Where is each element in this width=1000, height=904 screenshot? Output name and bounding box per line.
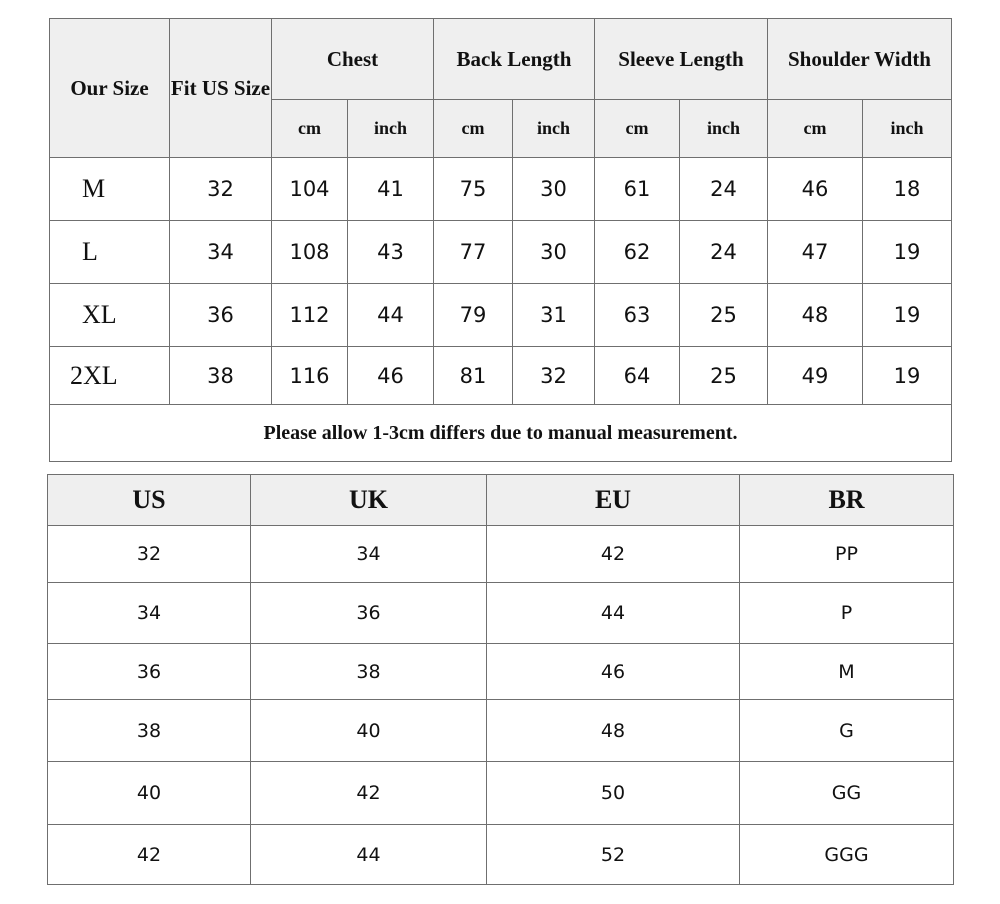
us-value: 40 (48, 762, 251, 825)
size-label: 2XL (50, 347, 170, 405)
size-label: XL (50, 284, 170, 347)
conversion-row (48, 762, 954, 825)
sleeve-cm-value: 64 (595, 347, 680, 405)
back-cm-value: 75 (434, 158, 513, 221)
back-inch-value: 30 (513, 158, 595, 221)
unit-chest-inch: inch (348, 100, 434, 158)
unit-sleeve-cm: cm (595, 100, 680, 158)
chest-inch-value: 41 (348, 158, 434, 221)
br-value: PP (740, 526, 954, 583)
eu-value: 48 (487, 700, 740, 762)
measurement-note-row (50, 405, 952, 462)
conversion-row (48, 700, 954, 762)
us-value: 34 (48, 583, 251, 644)
size-measurement-table (49, 18, 952, 462)
conversion-row (48, 583, 954, 644)
header-uk: UK (251, 475, 487, 526)
eu-value: 52 (487, 825, 740, 885)
us-value: 32 (48, 526, 251, 583)
shoulder-inch-value: 19 (863, 284, 952, 347)
conversion-row (48, 644, 954, 700)
measurement-row-m (50, 158, 952, 221)
size-conversion-table (47, 474, 954, 885)
eu-value: 44 (487, 583, 740, 644)
fit-us-value: 34 (170, 221, 272, 284)
uk-value: 40 (251, 700, 487, 762)
conversion-row (48, 526, 954, 583)
unit-sleeve-inch: inch (680, 100, 768, 158)
back-cm-value: 79 (434, 284, 513, 347)
us-value: 36 (48, 644, 251, 700)
sleeve-inch-value: 25 (680, 347, 768, 405)
br-value: P (740, 583, 954, 644)
shoulder-cm-value: 49 (768, 347, 863, 405)
chest-inch-value: 46 (348, 347, 434, 405)
fit-us-value: 36 (170, 284, 272, 347)
unit-back-inch: inch (513, 100, 595, 158)
unit-back-cm: cm (434, 100, 513, 158)
br-value: M (740, 644, 954, 700)
uk-value: 36 (251, 583, 487, 644)
measurement-row-l (50, 221, 952, 284)
conversion-row (48, 825, 954, 885)
shoulder-cm-value: 47 (768, 221, 863, 284)
shoulder-inch-value: 19 (863, 347, 952, 405)
sleeve-cm-value: 62 (595, 221, 680, 284)
header-br: BR (740, 475, 954, 526)
uk-value: 44 (251, 825, 487, 885)
chest-cm-value: 112 (272, 284, 348, 347)
size-label: L (50, 221, 170, 284)
br-value: GGG (740, 825, 954, 885)
back-inch-value: 31 (513, 284, 595, 347)
eu-value: 42 (487, 526, 740, 583)
unit-shoulder-inch: inch (863, 100, 952, 158)
measurement-header-row (50, 19, 952, 100)
shoulder-inch-value: 18 (863, 158, 952, 221)
chest-cm-value: 104 (272, 158, 348, 221)
fit-us-value: 32 (170, 158, 272, 221)
header-back-length: Back Length (434, 19, 595, 100)
unit-chest-cm: cm (272, 100, 348, 158)
br-value: G (740, 700, 954, 762)
measurement-row-2xl (50, 347, 952, 405)
sleeve-inch-value: 25 (680, 284, 768, 347)
uk-value: 38 (251, 644, 487, 700)
eu-value: 46 (487, 644, 740, 700)
shoulder-inch-value: 19 (863, 221, 952, 284)
shoulder-cm-value: 48 (768, 284, 863, 347)
back-cm-value: 81 (434, 347, 513, 405)
measurement-row-xl (50, 284, 952, 347)
sleeve-cm-value: 61 (595, 158, 680, 221)
measurement-note: Please allow 1-3cm differs due to manual measurement. (50, 405, 952, 462)
size-label: M (50, 158, 170, 221)
header-sleeve-length: Sleeve Length (595, 19, 768, 100)
header-fit-us-size: Fit US Size (170, 19, 272, 158)
chest-inch-value: 44 (348, 284, 434, 347)
br-value: GG (740, 762, 954, 825)
fit-us-value: 38 (170, 347, 272, 405)
us-value: 38 (48, 700, 251, 762)
header-eu: EU (487, 475, 740, 526)
chest-inch-value: 43 (348, 221, 434, 284)
header-shoulder-width: Shoulder Width (768, 19, 952, 100)
eu-value: 50 (487, 762, 740, 825)
uk-value: 42 (251, 762, 487, 825)
header-us: US (48, 475, 251, 526)
back-inch-value: 30 (513, 221, 595, 284)
sleeve-cm-value: 63 (595, 284, 680, 347)
shoulder-cm-value: 46 (768, 158, 863, 221)
conversion-header-row (48, 475, 954, 526)
us-value: 42 (48, 825, 251, 885)
header-chest: Chest (272, 19, 434, 100)
uk-value: 34 (251, 526, 487, 583)
chest-cm-value: 116 (272, 347, 348, 405)
unit-shoulder-cm: cm (768, 100, 863, 158)
sleeve-inch-value: 24 (680, 158, 768, 221)
chest-cm-value: 108 (272, 221, 348, 284)
back-inch-value: 32 (513, 347, 595, 405)
back-cm-value: 77 (434, 221, 513, 284)
sleeve-inch-value: 24 (680, 221, 768, 284)
header-our-size: Our Size (50, 19, 170, 158)
